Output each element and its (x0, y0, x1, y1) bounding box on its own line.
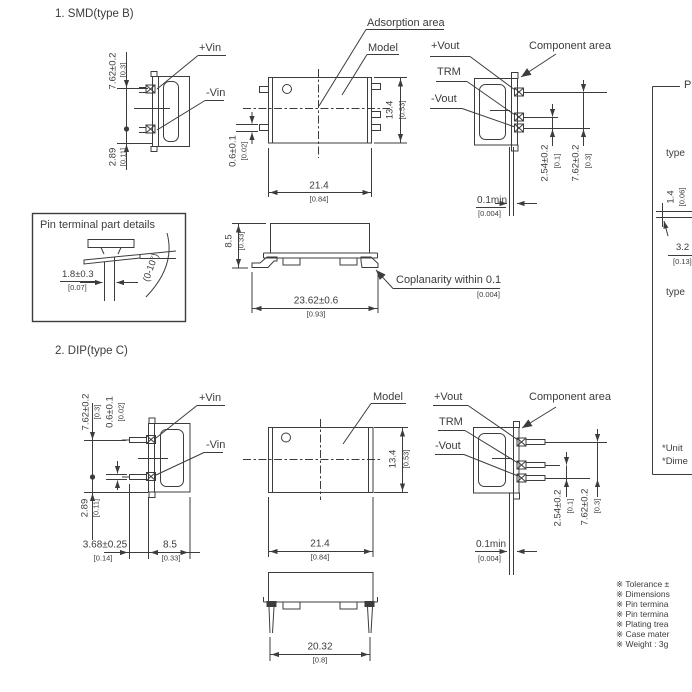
smd-pin-thickness-dim: 0.6±0.1 (227, 135, 239, 167)
smd-left-view (117, 52, 226, 170)
smd-vout-plus-label: +Vout (431, 40, 460, 52)
smd-front-view (232, 224, 500, 314)
smd-lead-span-dim-inch: [0.93] (306, 309, 326, 319)
smd-lead-span-dim: 23.62±0.6 (293, 295, 339, 307)
dip-body-length-dim: 21.4 (310, 538, 330, 550)
smd-body-height-dim-inch: [0.33] (236, 231, 246, 251)
smd-standoff-dim: 0.1min (477, 195, 508, 206)
side-panel-type-bottom-label: type (666, 287, 685, 298)
footnote-line: ※ Pin termina (616, 599, 669, 609)
dip-standoff-dim-inch: [0.004] (478, 554, 501, 563)
smd-trm-label: TRM (437, 66, 461, 78)
smd-component-area-label: Component area (529, 40, 611, 52)
smd-pin-thickness-dim-inch: [0.02] (239, 141, 249, 161)
dip-pin-length-dim-inch: [0.14] (93, 553, 113, 563)
dip-vin-minus-label: -Vin (206, 439, 226, 451)
side-panel-unit-note: *Unit (662, 443, 683, 454)
smd-pin-pitch-dim-inch: [0.1] (552, 153, 562, 169)
dip-pin-span-dim-inch: [0.3] (592, 498, 602, 514)
dip-pin-thickness-dim: 0.6±0.1 (104, 396, 116, 428)
smd-body-length-dim: 21.4 (309, 180, 329, 192)
dip-body-length-dim-inch: [0.84] (310, 552, 330, 562)
side-panel-thickness-dim: 1.4 (665, 190, 677, 204)
side-panel-type-top-label: type (666, 148, 685, 159)
dip-pin-span-dim: 7.62±0.2 (579, 488, 591, 526)
side-panel-title: P (684, 79, 692, 91)
smd-coplanarity-note: Coplanarity within 0.1 (396, 274, 502, 286)
dip-section-title: 2. DIP(type C) (55, 345, 128, 357)
smd-pitch-dim-inch: [0.3] (118, 62, 128, 78)
footnote-line: ※ Case mater (616, 629, 670, 639)
smd-body-width-dim-inch: [0.53] (397, 100, 407, 120)
dip-offset-dim-inch: [0.11] (91, 498, 101, 518)
dip-top-view (243, 404, 408, 558)
footnote-line: ※ Tolerance ± (616, 579, 670, 589)
smd-vout-minus-label: -Vout (431, 93, 457, 105)
side-panel-length-dim: 3.2 (676, 242, 690, 253)
pin-terminal-box-title: Pin terminal part details (40, 219, 155, 231)
footnotes-list (616, 579, 670, 649)
dip-body-width-dim-inch: [0.53] (401, 449, 411, 469)
smd-body-height-dim: 8.5 (223, 234, 235, 248)
smd-standoff-dim-inch: [0.004] (478, 209, 501, 218)
side-panel-thickness-dim-inch: [0.06] (677, 187, 687, 207)
dip-pin-thickness-dim-inch: [0.02] (116, 402, 126, 422)
smd-body-width-dim: 13.4 (384, 100, 396, 120)
smd-offset-dim: 2.89 (107, 147, 119, 167)
footnote-line: ※ Weight : 3g (616, 639, 669, 649)
dip-standoff-dim: 0.1min (476, 539, 507, 550)
dip-body-depth-dim: 8.5 (163, 539, 177, 551)
dip-lead-span-dim-inch: [0.8] (312, 655, 328, 665)
dip-pitch-dim-inch: [0.3] (92, 404, 102, 420)
dip-vin-plus-label: +Vin (199, 392, 222, 404)
dip-component-area-label: Component area (529, 391, 611, 403)
dip-offset-dim: 2.89 (79, 498, 91, 518)
dip-body-width-dim: 13.4 (387, 449, 399, 469)
dip-pin-length-dim: 3.68±0.25 (82, 539, 128, 551)
dip-pin-pitch-dim: 2.54±0.2 (552, 489, 564, 527)
dip-trm-label: TRM (439, 416, 463, 428)
smd-pin-pitch-dim: 2.54±0.2 (539, 144, 551, 182)
pin-terminal-width-dim: 1.8±0.3 (62, 269, 94, 280)
dip-vout-plus-label: +Vout (434, 391, 463, 403)
dip-pin-pitch-dim-inch: [0.1] (565, 498, 575, 514)
side-panel-dim-note: *Dime (662, 456, 688, 467)
smd-model-label: Model (368, 42, 398, 54)
side-panel-box (653, 87, 692, 475)
pin-terminal-angle-dim: (0-10°) (140, 252, 162, 284)
footnote-line: ※ Plating trea (616, 619, 669, 629)
dip-pitch-dim: 7.62±0.2 (80, 393, 92, 431)
smd-vin-plus-label: +Vin (199, 42, 222, 54)
smd-pin-span-dim-inch: [0.3] (583, 153, 593, 169)
smd-section-title: 1. SMD(type B) (55, 8, 134, 20)
footnote-line: ※ Dimensions (616, 589, 670, 599)
dip-lead-span-dim: 20.32 (307, 641, 333, 653)
smd-pitch-dim: 7.62±0.2 (107, 52, 119, 90)
smd-coplanarity-note-inch: [0.004] (477, 290, 500, 299)
dip-vout-minus-label: -Vout (435, 440, 461, 452)
smd-pin-span-dim: 7.62±0.2 (570, 144, 582, 182)
pin-terminal-width-dim-inch: [0.07] (68, 283, 87, 292)
smd-vin-minus-label: -Vin (206, 87, 226, 99)
side-panel-length-dim-inch: [0.13] (673, 257, 692, 266)
smd-adsorption-area-label: Adsorption area (367, 17, 445, 29)
footnote-line: ※ Pin termina (616, 609, 669, 619)
dip-model-label: Model (373, 391, 403, 403)
smd-top-view (236, 30, 444, 198)
dip-body-depth-dim-inch: [0.33] (161, 553, 181, 563)
smd-body-length-dim-inch: [0.84] (309, 194, 329, 204)
smd-offset-dim-inch: [0.11] (118, 147, 128, 167)
